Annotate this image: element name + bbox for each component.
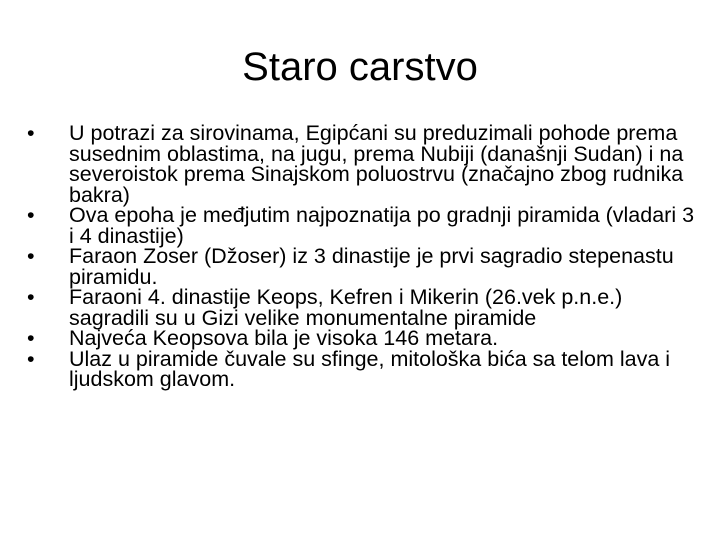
bullet-icon: • (27, 285, 35, 309)
slide-title: Staro carstvo (242, 45, 478, 89)
list-item (27, 328, 697, 349)
list-item (27, 287, 697, 328)
bullet-icon: • (27, 203, 35, 227)
bullet-list (27, 123, 697, 390)
bullet-icon: • (27, 346, 35, 371)
bullet-text: Ova epoha je međjutim najpoznatija po gradnji piramida (vladari 3 i 4 dinastije) (69, 203, 695, 248)
bullet-icon: • (27, 244, 35, 268)
list-item (27, 246, 697, 287)
bullet-text: Faraoni 4. dinastije Keops, Kefren i Mikerin (26.vek p.n.e.) sagradili su u Gizi velike monumentalne piramide (69, 285, 623, 330)
list-item (27, 346, 697, 391)
bullet-text: Ulaz u piramide čuvale su sfinge, mitološka bića sa telom lava i ljudskom glavom. (69, 346, 671, 391)
bullet-text: Najveća Keopsova bila je visoka 146 metara. (69, 326, 499, 350)
bullet-text: U potrazi za sirovinama, Egipćani su preduzimali pohode prema susednim oblastima, na jugu, prema Nubiji (današnji Sudan) i na severoistok prema Sinajskom poluostrvu (značajno zbog rudnika bakra) (69, 121, 684, 207)
bullet-icon: • (27, 121, 35, 145)
bullet-text: Faraon Zoser (Džoser) iz 3 dinastije je prvi sagradio stepenastu piramidu. (69, 244, 674, 289)
bullet-icon: • (27, 326, 35, 350)
list-item (27, 123, 697, 205)
list-item (27, 205, 697, 246)
